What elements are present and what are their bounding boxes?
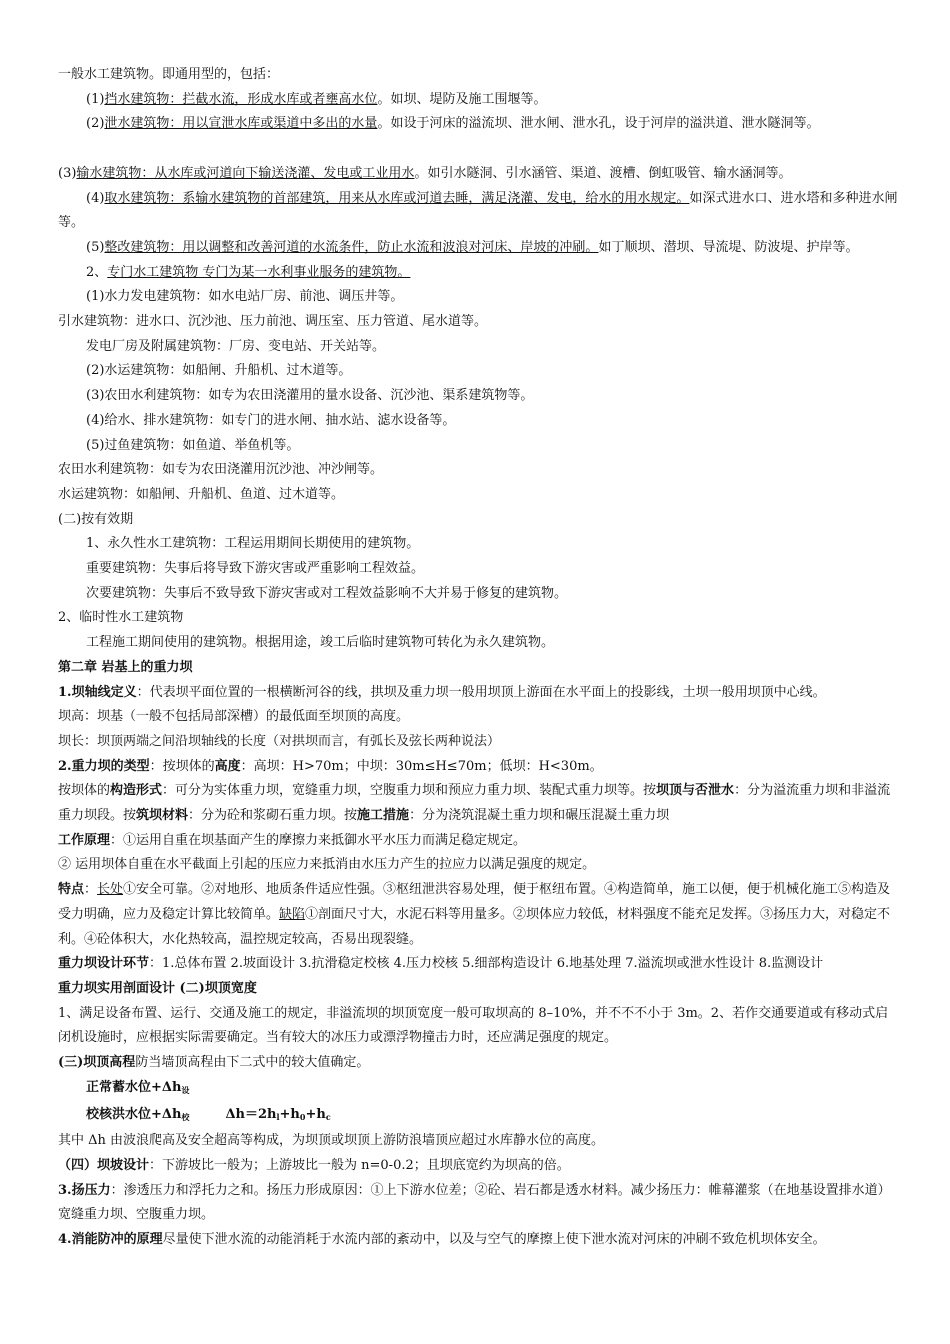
text-line: (3)农田水利建筑物：如专为农田浇灌用的量水设备、沉沙池、渠系建筑物等。: [86, 388, 534, 404]
term-label: （四）坝坡设计: [58, 1157, 150, 1173]
text-paragraph: 1、满足设备布置、运行、交通及施工的规定，非溢流坝的坝顶宽度一般可取坝高的 8–10%，并不不不小于 3m。2、若作交通要道或有移动式启闭机设施时，应根据实际需要确定。当有较大的冰压力或漂浮物撞击力时，还应满足强度的规定。: [58, 1005, 889, 1046]
term-label: 3.扬压力: [58, 1182, 111, 1198]
text-line: ② 运用坝体自重在水平截面上引起的压应力来抵消由水压力产生的拉应力以满足强度的规定。: [58, 857, 596, 873]
text-line: 次要建筑物：失事后不致导致下游灾害或对工程效益影响不大并易于修复的建筑物。: [86, 585, 568, 601]
text-line: [58, 261, 900, 286]
text-line: 农田水利建筑物：如专为农田浇灌用沉沙池、冲沙闸等。: [58, 462, 384, 478]
list-number: 2、: [86, 264, 108, 280]
text-line: (4)给水、排水建筑物：如专门的进水闸、抽水站、滤水设备等。: [86, 412, 456, 428]
list-number: (4): [86, 190, 105, 206]
list-number: (2): [86, 116, 105, 132]
text-span: 尽量使下泄水流的动能消耗于水流内部的紊动中，以及与空气的摩擦上使下泄水流对河床的冲刷不致危机坝体安全。: [162, 1232, 826, 1248]
text-span: ：渗透压力和浮托力之和。扬压力形成原因：①上下游水位差；②砼、岩石都是透水材料。减少扬压力：帷幕灌浆（在地基设置排水道）宽缝重力坝、空腹重力坝。: [58, 1182, 891, 1223]
text-span: 。如设于河床的溢流坝、泄水闸、泄水孔，设于河岸的溢洪道、泄水隧洞等。: [377, 116, 820, 132]
text-line: 发电厂房及附属建筑物：厂房、变电站、开关站等。: [86, 338, 386, 354]
underlined-definition: 专门水工建筑物 专门为某一水利事业服务的建筑物。: [107, 264, 411, 280]
text-line: 2、临时性水工建筑物: [58, 610, 184, 626]
text-line: [58, 952, 900, 977]
term-label: 2.重力坝的类型: [58, 758, 150, 774]
text-line: [58, 112, 900, 137]
text-paragraph: [58, 779, 900, 828]
text-line: (5)过鱼建筑物：如鱼道、举鱼机等。: [86, 437, 300, 453]
formula-subscript: c: [325, 1111, 331, 1122]
term-label: 施工措施: [357, 808, 410, 824]
text-span: ：高坝：H>70m；中坝：30m≤H≤70m；低坝：H<30m。: [240, 758, 603, 774]
section-heading: 重力坝实用剖面设计 (二)坝顶宽度: [58, 981, 257, 996]
text-line: 坝长：坝顶两端之间沿坝轴线的长度（对拱坝而言，有弧长及弦长两种说法）: [58, 733, 501, 749]
term-label: 筑坝材料: [136, 808, 189, 824]
text-span: ：分为溢流重力坝和非溢流重力坝段。按: [58, 783, 891, 824]
text-line: [58, 829, 900, 854]
term-label: 构造形式: [110, 783, 163, 799]
text-line: 引水建筑物：进水口、沉沙池、压力前池、调压室、压力管道、尾水道等。: [58, 314, 488, 330]
text-line: 一般水工建筑物。即通用型的，包括：: [58, 67, 280, 82]
text-line: 坝高：坝基（一般不包括局部深槽）的最低面至坝顶的高度。: [58, 709, 410, 725]
formula-subscript: 0: [299, 1111, 306, 1122]
text-span: ①剖面尺寸大，水泥石料等用量多。②坝体应力较低，材料强度不能充足发挥。③扬压力大，对稳定不利。④砼体积大，水化热较高，温控规定较高，否易出现裂缝。: [58, 906, 891, 947]
text-paragraph: [58, 878, 900, 952]
blank-line: [58, 137, 900, 162]
text-span: ：下游坡比一般为；上游坡比一般为 n=0-0.2；且坝底宽约为坝高的倍。: [149, 1157, 570, 1173]
term-label: 坝顶与否泄水: [656, 783, 735, 799]
text-line: [58, 681, 900, 706]
text-line: [58, 187, 900, 236]
text-line: [58, 88, 900, 113]
underlined-definition: 泄水建筑物：用以宣泄水库或渠道中多出的水量: [104, 116, 378, 132]
list-number: (1): [86, 91, 105, 107]
text-span: ：代表坝平面位置的一根横断河谷的线，拱坝及重力坝一般用坝顶上游面在水平面上的投影线，土坝一般用坝顶中心线。: [136, 684, 826, 700]
text-line: [58, 755, 900, 780]
text-line: 其中 Δh 由波浪爬高及安全超高等构成，为坝顶或坝顶上游防浪墙顶应超过水库静水位的高度。: [58, 1133, 605, 1149]
formula-text: +h: [305, 1106, 326, 1122]
text-line: 1、永久性水工建筑物：工程运用期间长期使用的建筑物。: [86, 536, 420, 552]
underlined-term: 缺陷: [279, 906, 306, 922]
text-line: [58, 1154, 900, 1179]
list-number: (5): [86, 239, 105, 255]
text-span: ①安全可靠。②对地形、地质条件适应性强。③枢纽泄洪容易处理，便于枢纽布置。④构造简单，施工以便，便于机械化施工⑤构造及受力明确，应力及稳定计算比较简单。: [58, 882, 891, 922]
text-paragraph: [58, 1179, 900, 1228]
list-number: (3): [58, 165, 77, 181]
chapter-title: 第二章 岩基上的重力坝: [58, 659, 193, 675]
term-label: 特点: [58, 882, 85, 898]
underlined-definition: 取水建筑物：系输水建筑物的首部建筑，用来从水库或河道去睡，满足浇灌、发电，给水的用水规定。: [104, 190, 690, 206]
text-span: ：分为浇筑混凝土重力坝和碾压混凝土重力坝: [409, 808, 670, 824]
text-line: 重要建筑物：失事后将导致下游灾害或严重影响工程效益。: [86, 561, 425, 577]
document-body: [58, 63, 900, 1253]
formula-text: 校核洪水位+Δh: [86, 1106, 182, 1122]
term-label: 4.消能防冲的原理: [58, 1232, 163, 1248]
term-label: 1.坝轴线定义: [58, 684, 137, 700]
text-line: [58, 1051, 900, 1076]
underlined-definition: 输水建筑物：从水库或河道向下输送浇灌、发电或工业用水: [76, 165, 415, 181]
formula-subscript: l: [276, 1111, 280, 1122]
text-span: ：1.总体布置 2.坡面设计 3.抗滑稳定校核 4.压力校核 5.细部构造设计 6.地基处理 7.溢流坝或泄水性设计 8.监测设计: [149, 956, 824, 972]
text-line: [58, 1228, 900, 1253]
formula-subscript: 校: [181, 1111, 190, 1122]
underlined-definition: 挡水建筑物：拦截水流，形成水库或者壅高水位: [104, 91, 378, 107]
text-line: [58, 236, 900, 261]
text-line: (2)水运建筑物：如船闸、升船机、过木道等。: [86, 363, 352, 379]
formula-text: +h: [279, 1106, 300, 1122]
formula-text: Δh＝2h: [225, 1106, 277, 1122]
text-line: 工程施工期间使用的建筑物。根据用途，竣工后临时建筑物可转化为永久建筑物。: [86, 635, 555, 651]
term-label: (三)坝顶高程: [58, 1055, 136, 1071]
text-span: 防当墙顶高程由下二式中的较大值确定。: [135, 1055, 370, 1071]
term-label: 工作原理: [58, 832, 111, 848]
text-span: ：分为砼和浆砌石重力坝。按: [188, 808, 358, 824]
text-span: ：可分为实体重力坝，宽缝重力坝，空腹重力坝和预应力重力坝、装配式重力坝等。按: [162, 783, 657, 799]
formula-subscript: 设: [181, 1084, 190, 1095]
text-line: [58, 162, 900, 187]
formula-line: [86, 1103, 900, 1130]
underlined-definition: 整改建筑物：用以调整和改善河道的水流条件，防止水流和波浪对河床、岸坡的冲刷。: [104, 239, 599, 255]
text-span: 如深式进水口、进水塔和多种进水闸等。: [58, 190, 898, 231]
text-span: ：按坝体的: [149, 758, 215, 774]
text-span: ：: [84, 882, 98, 898]
section-heading: (二)按有效期: [58, 511, 134, 527]
formula-line: [86, 1076, 900, 1103]
text-line: 水运建筑物：如船闸、升船机、鱼道、过木道等。: [58, 486, 345, 502]
formula-text: 正常蓄水位+Δh: [86, 1079, 182, 1095]
text-span: 。如引水隧洞、引水涵管、渠道、渡槽、倒虹吸管、输水涵洞等。: [414, 165, 792, 181]
term-label: 重力坝设计环节: [58, 956, 150, 972]
text-line: (1)水力发电建筑物：如水电站厂房、前池、调压井等。: [86, 289, 404, 305]
text-span: 。如坝、堤防及施工围堰等。: [377, 91, 547, 107]
text-span: 按坝体的: [58, 783, 111, 799]
text-span: 如丁顺坝、潜坝、导流堤、防波堤、护岸等。: [598, 239, 859, 255]
text-span: ：①运用自重在坝基面产生的摩擦力来抵御水平水压力而满足稳定规定。: [110, 832, 527, 848]
term-label: 高度: [214, 758, 241, 774]
underlined-term: 长处: [97, 882, 124, 898]
